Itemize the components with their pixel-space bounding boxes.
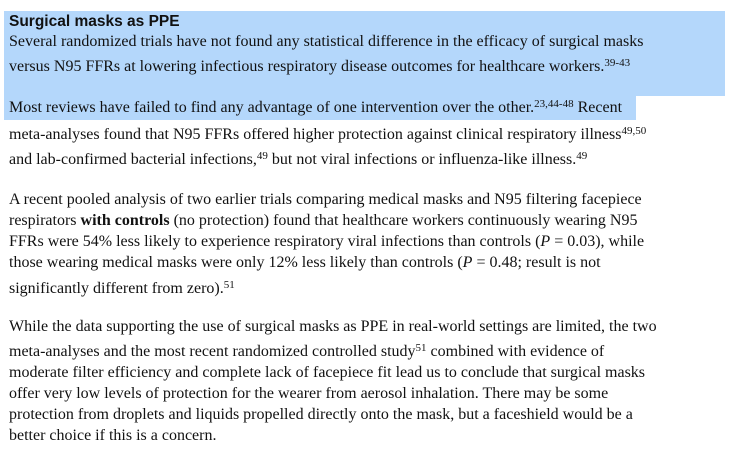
citation[interactable]: 51 <box>223 279 235 291</box>
text-line: offer very low levels of protection for the wearer from aerosol inhalation. There may be some <box>9 385 609 402</box>
text-line: respirators with controls (no protection) found that healthcare workers continuously wearing N95 <box>9 212 638 229</box>
citation[interactable]: 49,50 <box>621 125 647 137</box>
citation[interactable]: 23,44-48 <box>534 98 574 110</box>
section-heading: Surgical masks as PPE <box>9 13 180 30</box>
text-line: A recent pooled analysis of two earlier trials comparing medical masks and N95 filtering facepiece <box>9 191 642 208</box>
text-line: protection from droplets and liquids propelled directly onto the mask, but a faceshield would be a <box>9 406 633 423</box>
text-line: moderate filter efficiency and complete lack of facepiece fit lead us to conclude that surgical masks <box>9 364 646 381</box>
text-line: While the data supporting the use of surgical masks as PPE in real-world settings are limited, the two <box>9 318 657 335</box>
citation[interactable]: 49 <box>576 150 588 162</box>
text-line: Most reviews have failed to find any advantage of one intervention over the other.$^{23,44-48}$ Recent <box>9 98 623 116</box>
citation[interactable]: 51 <box>415 342 427 354</box>
text-line: and lab-confirmed bacterial infections,$^{49}$ but not viral infections or influenza-like illness.$^{49}$ <box>9 150 588 168</box>
text-line: FFRs were 54% less likely to experience respiratory viral infections than controls (P = 0.03), while <box>9 233 645 250</box>
text-line: those wearing medical masks were only 12% less likely than controls (P = 0.48; result is not <box>9 254 601 271</box>
text-line: better choice if this is a concern. <box>9 427 217 444</box>
citation[interactable]: 49 <box>256 150 268 162</box>
text-line: meta-analyses found that N95 FFRs offered higher protection against clinical respiratory illness$^{49,50}$ <box>9 125 647 143</box>
text-line: significantly different from zero).$^{51}$ <box>9 279 235 297</box>
text-line: meta-analyses and the most recent randomized controlled study$^{51}$ combined with evidence of <box>9 342 605 360</box>
citation[interactable]: 39-43 <box>604 57 631 69</box>
text-line: versus N95 FFRs at lowering infectious respiratory disease outcomes for healthcare workers.$^{39-43}$ <box>9 57 631 75</box>
text-line: Several randomized trials have not found any statistical difference in the efficacy of surgical masks <box>9 33 644 50</box>
